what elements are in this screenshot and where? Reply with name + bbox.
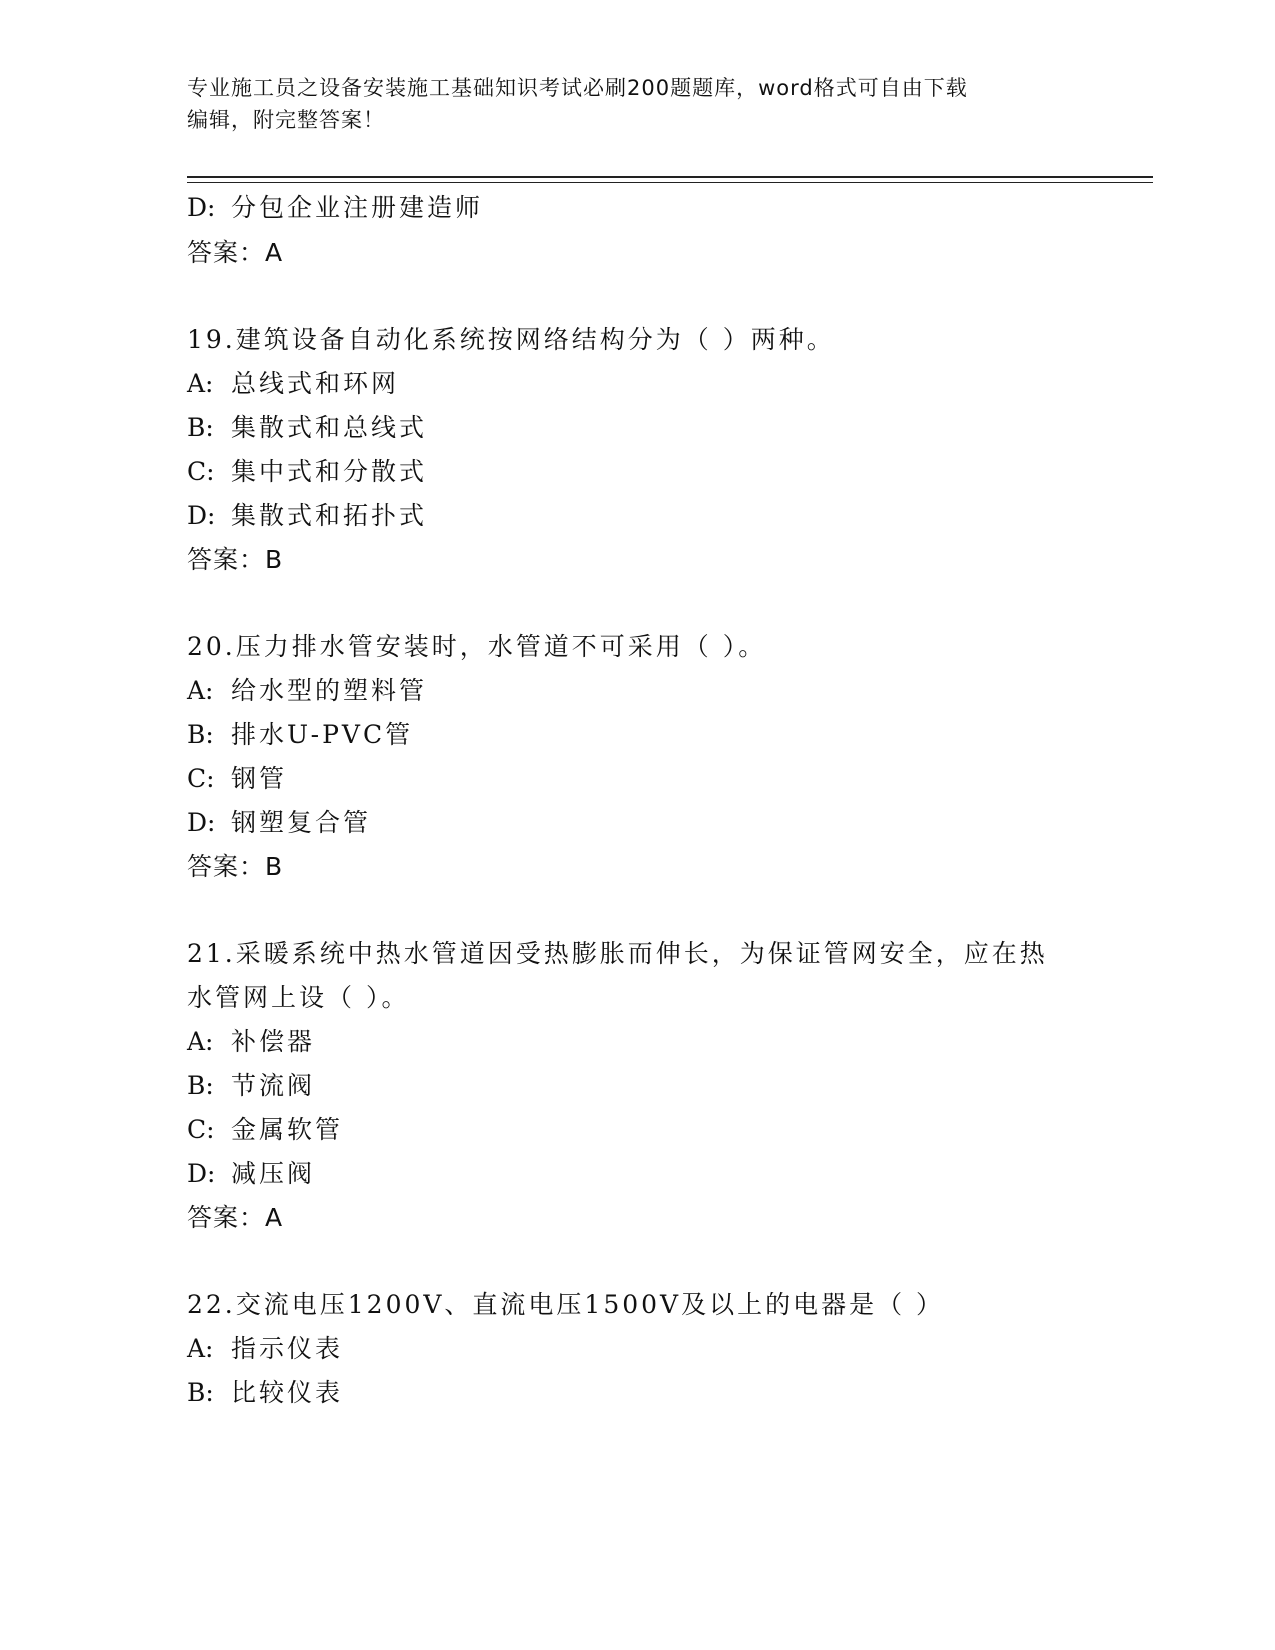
q20-option-c — [187, 762, 287, 796]
q21-stem-line-2: 水管网上设（ ）。 — [187, 983, 410, 1012]
q21-option-a — [187, 1025, 315, 1059]
option-text: 节流阀 — [231, 1071, 316, 1100]
document-header — [187, 72, 1067, 136]
option-letter: C: — [187, 457, 215, 486]
option-text: 总线式和环网 — [231, 369, 400, 398]
q21-answer: 答案：A — [187, 1203, 284, 1232]
q20-option-a — [187, 674, 427, 708]
q22-option-a — [187, 1332, 343, 1366]
q19-option-d — [187, 499, 427, 533]
option-letter: D: — [187, 193, 216, 222]
option-letter: D: — [187, 501, 216, 530]
q20-stem: 20.压力排水管安装时，水管道不可采用（ ）。 — [187, 632, 767, 661]
q19-option-b — [187, 411, 427, 445]
option-letter: C: — [187, 1115, 215, 1144]
q18-option-d — [187, 191, 483, 225]
option-text: 排水U-PVC管 — [231, 720, 414, 749]
option-text: 减压阀 — [231, 1159, 316, 1188]
option-letter: A: — [187, 1027, 214, 1056]
option-letter: B: — [187, 1378, 214, 1407]
q21-option-d — [187, 1157, 315, 1191]
q19-option-c — [187, 455, 427, 489]
q21-option-c — [187, 1113, 343, 1147]
option-letter: C: — [187, 764, 215, 793]
option-letter: B: — [187, 1071, 214, 1100]
option-letter: A: — [187, 1334, 214, 1363]
option-letter: D: — [187, 808, 216, 837]
option-text: 比较仪表 — [231, 1378, 344, 1407]
q20-answer: 答案：B — [187, 852, 284, 881]
option-letter: B: — [187, 413, 214, 442]
option-text: 集中式和分散式 — [231, 457, 428, 486]
option-text: 集散式和总线式 — [231, 413, 428, 442]
option-text: 金属软管 — [231, 1115, 344, 1144]
q22-stem: 22.交流电压1200V、直流电压1500V及以上的电器是（ ） — [187, 1290, 945, 1319]
header-line-2: 编辑，附完整答案！ — [187, 108, 385, 132]
q19-answer: 答案：B — [187, 545, 284, 574]
option-letter: B: — [187, 720, 214, 749]
option-text: 分包企业注册建造师 — [231, 193, 484, 222]
q21-stem-line-1: 21.采暖系统中热水管道因受热膨胀而伸长，为保证管网安全，应在热 — [187, 939, 1048, 968]
option-text: 钢塑复合管 — [231, 808, 372, 837]
q22-option-b — [187, 1376, 343, 1410]
header-divider-thick — [187, 176, 1153, 178]
q19-option-a — [187, 367, 399, 401]
q18-answer: 答案：A — [187, 238, 284, 267]
header-divider-thin — [187, 182, 1153, 183]
q20-option-b — [187, 718, 413, 752]
q19-stem: 19.建筑设备自动化系统按网络结构分为（ ）两种。 — [187, 325, 835, 354]
option-letter: A: — [187, 676, 214, 705]
header-line-1: 专业施工员之设备安装施工基础知识考试必刷200题题库，word格式可自由下载 — [187, 76, 968, 100]
option-letter: D: — [187, 1159, 216, 1188]
option-text: 钢管 — [231, 764, 288, 793]
q21-option-b — [187, 1069, 315, 1103]
option-letter: A: — [187, 369, 214, 398]
option-text: 指示仪表 — [231, 1334, 344, 1363]
option-text: 给水型的塑料管 — [231, 676, 428, 705]
option-text: 补偿器 — [231, 1027, 316, 1056]
q20-option-d — [187, 806, 371, 840]
option-text: 集散式和拓扑式 — [231, 501, 428, 530]
